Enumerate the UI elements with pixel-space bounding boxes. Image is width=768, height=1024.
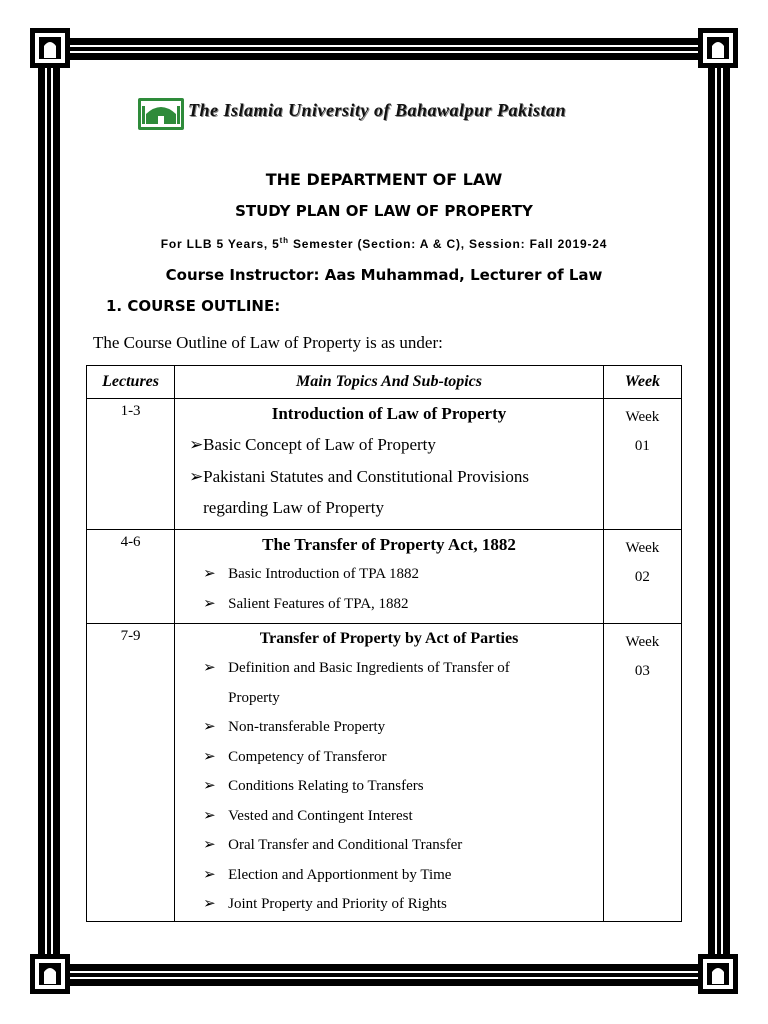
arrow-bullet-icon: ➢ xyxy=(203,807,216,824)
week-label: Week xyxy=(625,409,660,425)
corner-ornament-icon xyxy=(30,954,70,994)
subtopic-text: Salient Features of TPA, 1882 xyxy=(228,595,409,612)
program-line xyxy=(0,236,768,251)
frame-top-border xyxy=(56,38,712,60)
lecture-range: 7-9 xyxy=(87,624,175,922)
topic-cell xyxy=(175,530,604,624)
frame-bottom-border xyxy=(56,964,712,986)
list-item xyxy=(175,772,603,802)
arrow-bullet-icon: ➢ xyxy=(189,435,204,454)
week-cell xyxy=(603,624,681,922)
intro-text: The Course Outline of Law of Property is as under: xyxy=(93,333,443,352)
list-item xyxy=(175,890,603,920)
list-item xyxy=(175,802,603,832)
department-title: THE DEPARTMENT OF LAW xyxy=(265,170,503,189)
frame-right-border xyxy=(708,56,730,976)
subtopic-text: Non-transferable Property xyxy=(228,719,386,735)
week-number: 01 xyxy=(634,438,650,454)
program-prefix: For LLB 5 Years, 5 xyxy=(160,237,280,251)
subtopic-text: Joint Property and Priority of Rights xyxy=(228,896,447,912)
list-item xyxy=(175,590,603,620)
subtopic-list xyxy=(175,654,603,920)
list-item xyxy=(175,684,603,714)
week-label: Week xyxy=(625,540,660,556)
university-header xyxy=(138,96,648,132)
subtopic-text: Pakistani Statutes and Constitutional Provisions xyxy=(203,466,529,486)
table-header-row xyxy=(87,366,682,399)
topic-cell xyxy=(175,624,604,922)
course-outline-table xyxy=(86,365,682,922)
arrow-bullet-icon: ➢ xyxy=(203,866,216,883)
topic-title: The Transfer of Property Act, 1882 xyxy=(262,535,516,554)
table-row xyxy=(87,530,682,624)
list-item xyxy=(175,560,603,590)
list-item xyxy=(175,461,603,493)
frame-left-border xyxy=(38,56,60,976)
list-item xyxy=(175,492,603,524)
topic-cell xyxy=(175,399,604,530)
list-item xyxy=(175,713,603,743)
week-cell xyxy=(603,530,681,624)
list-item xyxy=(175,861,603,891)
arrow-bullet-icon: ➢ xyxy=(203,595,216,612)
topic-title: Introduction of Law of Property xyxy=(271,404,507,423)
program-superscript: th xyxy=(279,236,289,245)
subtopic-text: Vested and Contingent Interest xyxy=(228,807,413,824)
arrow-bullet-icon: ➢ xyxy=(203,837,216,853)
mosque-logo-icon xyxy=(138,98,184,130)
header-lectures: Lectures xyxy=(87,366,175,399)
header-topics: Main Topics And Sub-topics xyxy=(175,366,604,399)
arrow-bullet-icon: ➢ xyxy=(203,719,216,735)
week-number: 02 xyxy=(634,569,650,585)
arrow-bullet-icon: ➢ xyxy=(189,466,204,486)
list-item xyxy=(175,654,603,684)
subtopic-text: Basic Introduction of TPA 1882 xyxy=(228,566,419,582)
subtopic-list xyxy=(175,560,603,619)
instructor-line: Course Instructor: Aas Muhammad, Lecturer of Law xyxy=(165,266,603,284)
lecture-range: 1-3 xyxy=(87,399,175,530)
subtopic-list xyxy=(175,429,603,524)
week-number: 03 xyxy=(634,663,650,679)
corner-ornament-icon xyxy=(30,28,70,68)
study-plan-title: STUDY PLAN OF LAW OF PROPERTY xyxy=(235,202,533,220)
corner-ornament-icon xyxy=(698,954,738,994)
week-cell xyxy=(603,399,681,530)
subtopic-text: Competency of Transferor xyxy=(228,748,387,765)
subtopic-text: Oral Transfer and Conditional Transfer xyxy=(228,837,463,853)
subtopic-text: Definition and Basic Ingredients of Transfer of xyxy=(228,660,510,676)
list-item xyxy=(175,429,603,461)
section-heading: 1. COURSE OUTLINE: xyxy=(106,297,281,315)
subtopic-text: regarding Law of Property xyxy=(203,498,384,517)
program-suffix: Semester (Section: A & C), Session: Fall 2019-24 xyxy=(288,237,608,251)
topic-title: Transfer of Property by Act of Parties xyxy=(259,630,519,647)
table-row xyxy=(87,399,682,530)
list-item xyxy=(175,831,603,861)
subtopic-text: Basic Concept of Law of Property xyxy=(203,435,436,454)
header-week: Week xyxy=(603,366,681,399)
subtopic-text: Conditions Relating to Transfers xyxy=(228,778,424,794)
list-item xyxy=(175,743,603,773)
arrow-bullet-icon: ➢ xyxy=(203,566,216,582)
week-label: Week xyxy=(625,634,660,650)
lecture-range: 4-6 xyxy=(87,530,175,624)
subtopic-text: Election and Apportionment by Time xyxy=(228,866,452,883)
table-row xyxy=(87,624,682,922)
subtopic-text: Property xyxy=(228,689,280,706)
arrow-bullet-icon: ➢ xyxy=(203,778,216,794)
arrow-bullet-icon: ➢ xyxy=(203,748,216,765)
university-name: The Islamia University of Bahawalpur Pakistan xyxy=(188,100,567,120)
corner-ornament-icon xyxy=(698,28,738,68)
arrow-bullet-icon: ➢ xyxy=(203,660,216,676)
arrow-bullet-icon: ➢ xyxy=(203,896,216,912)
